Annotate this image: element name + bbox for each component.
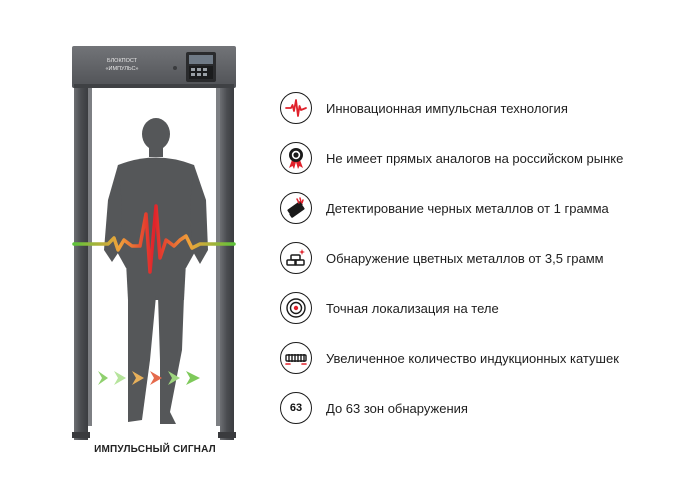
feature-item [280,388,468,428]
feature-text: Инновационная импульсная технология [326,100,568,116]
feature-text: Увеличенное количество индукционных катушек [326,350,619,366]
feature-text: Не имеет прямых аналогов на российском рынке [326,150,624,166]
detector-scene [0,0,303,480]
award-medal-icon [280,142,312,174]
zones-count-icon [280,392,312,424]
feature-text: До 63 зон обнаружения [326,400,468,416]
gate-brand-line2: «ИМПУЛЬС» [105,66,139,72]
detector-illustration [0,0,303,480]
feature-item [280,188,609,228]
nonferrous-metal-icon [280,242,312,274]
target-location-icon [280,292,312,324]
ferrous-metal-icon [280,192,312,224]
gate-brand-line1: БЛОКПОСТ [106,58,138,64]
scene-caption: ИМПУЛЬСНЫЙ СИГНАЛ [94,444,216,455]
pulse-wave-icon [280,92,312,124]
feature-item [280,138,623,178]
feature-item [280,88,568,128]
feature-item [280,238,604,278]
zones-count-badge: 63 [289,402,303,414]
feature-item [280,338,619,378]
feature-text: Точная локализация на теле [326,300,499,316]
feature-item [280,288,499,328]
coil-icon [280,342,312,374]
direction-arrows [98,371,200,385]
feature-text: Обнаружение цветных металлов от 3,5 грамм [326,250,604,266]
feature-text: Детектирование черных металлов от 1 грамма [326,200,609,216]
